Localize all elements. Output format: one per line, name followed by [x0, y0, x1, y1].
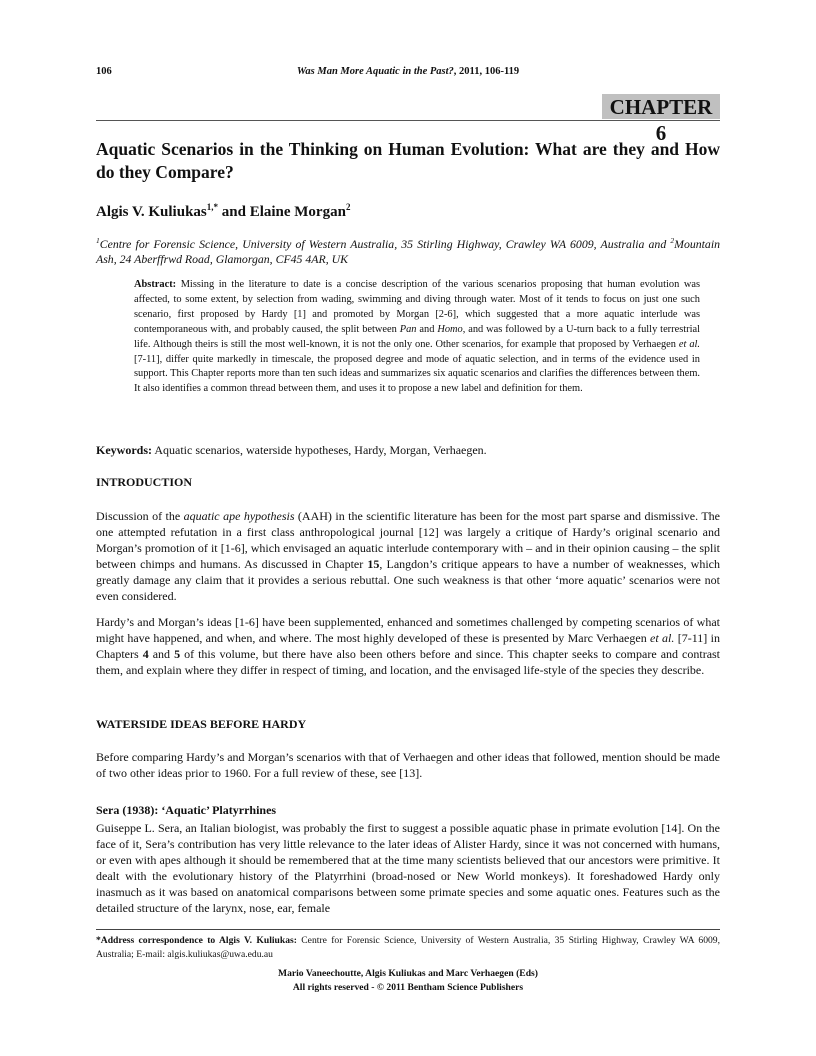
- abstract-italic: Pan: [399, 323, 417, 335]
- paragraph-text: of this volume, but there have also been others before and since. This chapter seeks to compare and contrast them, and explain where they differ in respect of timing, and location, and the envisaged life-style of the species they describe.: [96, 647, 721, 677]
- waterside-paragraph: Before comparing Hardy’s and Morgan’s scenarios with that of Verhaegen and other ideas that followed, mention should be made of two other ideas prior to 1960. For a full review of these, see [13].: [96, 750, 720, 780]
- abstract-text: [7-11], differ quite markedly in timescale, the proposed degree and mode of aquatic selection, and in terms of the evidence used in support. This Chapter reports more than ten such ideas and summarizes six aquatic scenarios and clarifies the differences between them. It also identifies a common thread between them, and uses it to propose a new label and definition for them.: [134, 353, 701, 395]
- author-name: Elaine Morgan: [249, 204, 346, 220]
- rights-line: All rights reserved - © 2011 Bentham Science Publishers: [292, 981, 524, 993]
- abstract: [134, 278, 700, 397]
- affiliations: [96, 233, 720, 268]
- sera-paragraph: Guiseppe L. Sera, an Italian biologist, was probably the first to suggest a possible aquatic phase in primate evolution [14]. On the face of it, Sera’s contribution has very little relevance to the later ideas of Alister Hardy, since it was not concerned with humans, or even with apes although it should be remembered that at the time many scientists believed that our ancestors were primitive. It dealt with the evolutionary history of the Platyrrhini (broad-nosed or New World monkeys). It foreshadowed Hardy only inasmuch as it was based on anatomical comparisons between some primate species and some aquatic ones. Features such as the detailed structure of the larynx, nose, ear, female: [96, 821, 720, 915]
- editors-line: Mario Vaneechoutte, Algis Kuliukas and Marc Verhaegen (Eds): [278, 968, 538, 979]
- intro-paragraph-1: [96, 508, 720, 604]
- chapter-label: CHAPTER 6: [602, 94, 720, 119]
- intro-paragraph-2: [96, 614, 720, 678]
- article-title: Aquatic Scenarios in the Thinking on Human Evolution: What are they and How do they Compare?: [96, 139, 720, 182]
- author-joiner: and: [218, 204, 250, 220]
- paragraph-italic: aquatic ape hypothesis: [183, 509, 295, 523]
- paragraph-text: and: [148, 647, 175, 661]
- footnote-label: *Address correspondence to Algis V. Kuliukas:: [96, 935, 297, 946]
- abstract-italic: Homo: [437, 323, 463, 335]
- journal-title-italic: Was Man More Aquatic in the Past?: [296, 66, 454, 77]
- paragraph-italic: et al.: [650, 631, 675, 645]
- abstract-text: , and was followed by a U-turn back to a fully terrestrial life. Although theirs is still the most well-known, it is not the only one. Other scenarios, for example that proposed by Verhaegen: [134, 323, 700, 350]
- publisher-block: [96, 967, 720, 994]
- author-line: [96, 202, 350, 221]
- paragraph-text: , Langdon’s critique appears to have a number of weaknesses, which greatly damage any claim that it provides a serious rebuttal. One such weakness is that other ‘more aquatic’ scenarios were not even considered.: [96, 557, 720, 603]
- author-affiliation-mark: 1,*: [206, 202, 218, 212]
- affiliation-mark: 1: [96, 236, 100, 245]
- subsection-heading-sera: Sera (1938): ‘Aquatic’ Platyrrhines: [96, 803, 277, 817]
- page-number: 106: [96, 66, 112, 77]
- header-rule: [96, 120, 720, 121]
- author-affiliation-mark: 2: [345, 202, 351, 212]
- keywords-label: Keywords:: [96, 443, 152, 457]
- abstract-text: Missing in the literature to date is a concise description of the various scenarios proposing that human evolution was affected, to some extent, by selection from wading, swimming and diving through water. Most of it tends to focus on just one such scenario, first proposed by Hardy [1] and promoted by Morgan [2-6], which suggested that a more aquatic interlude was contemporaneous with, and probably caused, the split between: [134, 279, 700, 335]
- abstract-text: and: [416, 323, 438, 335]
- chapter-ref: 15: [367, 557, 380, 571]
- journal-title-suffix: , 2011, 106-119: [453, 66, 520, 77]
- author-name: Algis V. Kuliukas: [96, 204, 207, 220]
- abstract-label: Abstract:: [134, 279, 177, 290]
- correspondence-footnote: [96, 934, 720, 961]
- section-heading-waterside: WATERSIDE IDEAS BEFORE HARDY: [96, 717, 307, 731]
- paragraph-text: (AAH) in the scientific literature has been for the most part sparse and dismissive. The one attempted refutation in a first class anthropological journal [12] was largely a critique of Hardy’s original scenario and Morgan’s promotion of it [1-6], which envisaged an aquatic interlude contemporary with – and in their opinion causing – the split between chimps and humans. As discussed in Chapter: [96, 509, 721, 571]
- section-heading-introduction: INTRODUCTION: [96, 475, 193, 489]
- chapter-ref: 5: [174, 647, 181, 661]
- paragraph-text: [7-11] in Chapters: [96, 631, 720, 661]
- affiliation-1: Centre for Forensic Science, University of Western Australia, 35 Stirling Highway, Crawley WA 6009, Australia and: [99, 236, 671, 251]
- paragraph-text: Hardy’s and Morgan’s ideas [1-6] have been supplemented, enhanced and sometimes challenged by competing scenarios of what might have happened, and when, and where. The most highly developed of these is presented by Marc Verhaegen: [96, 615, 720, 645]
- affiliation-mark: 2: [670, 236, 675, 245]
- keywords-text: Aquatic scenarios, waterside hypotheses, Hardy, Morgan, Verhaegen.: [152, 443, 487, 457]
- abstract-italic: et al.: [678, 338, 700, 350]
- keywords: [96, 442, 720, 458]
- journal-title: [96, 66, 720, 77]
- paragraph-text: Discussion of the: [96, 509, 184, 523]
- affiliation-2: Mountain Ash, 24 Aberffrwd Road, Glamorgan, CF45 4AR, UK: [96, 236, 720, 267]
- footnote-text: Centre for Forensic Science, University of Western Australia, 35 Stirling Highway, Crawley WA 6009, Australia; E-mail: algis.kuliukas@uwa.edu.au: [96, 935, 720, 960]
- footnote-rule: [96, 929, 720, 930]
- chapter-ref: 4: [142, 647, 149, 661]
